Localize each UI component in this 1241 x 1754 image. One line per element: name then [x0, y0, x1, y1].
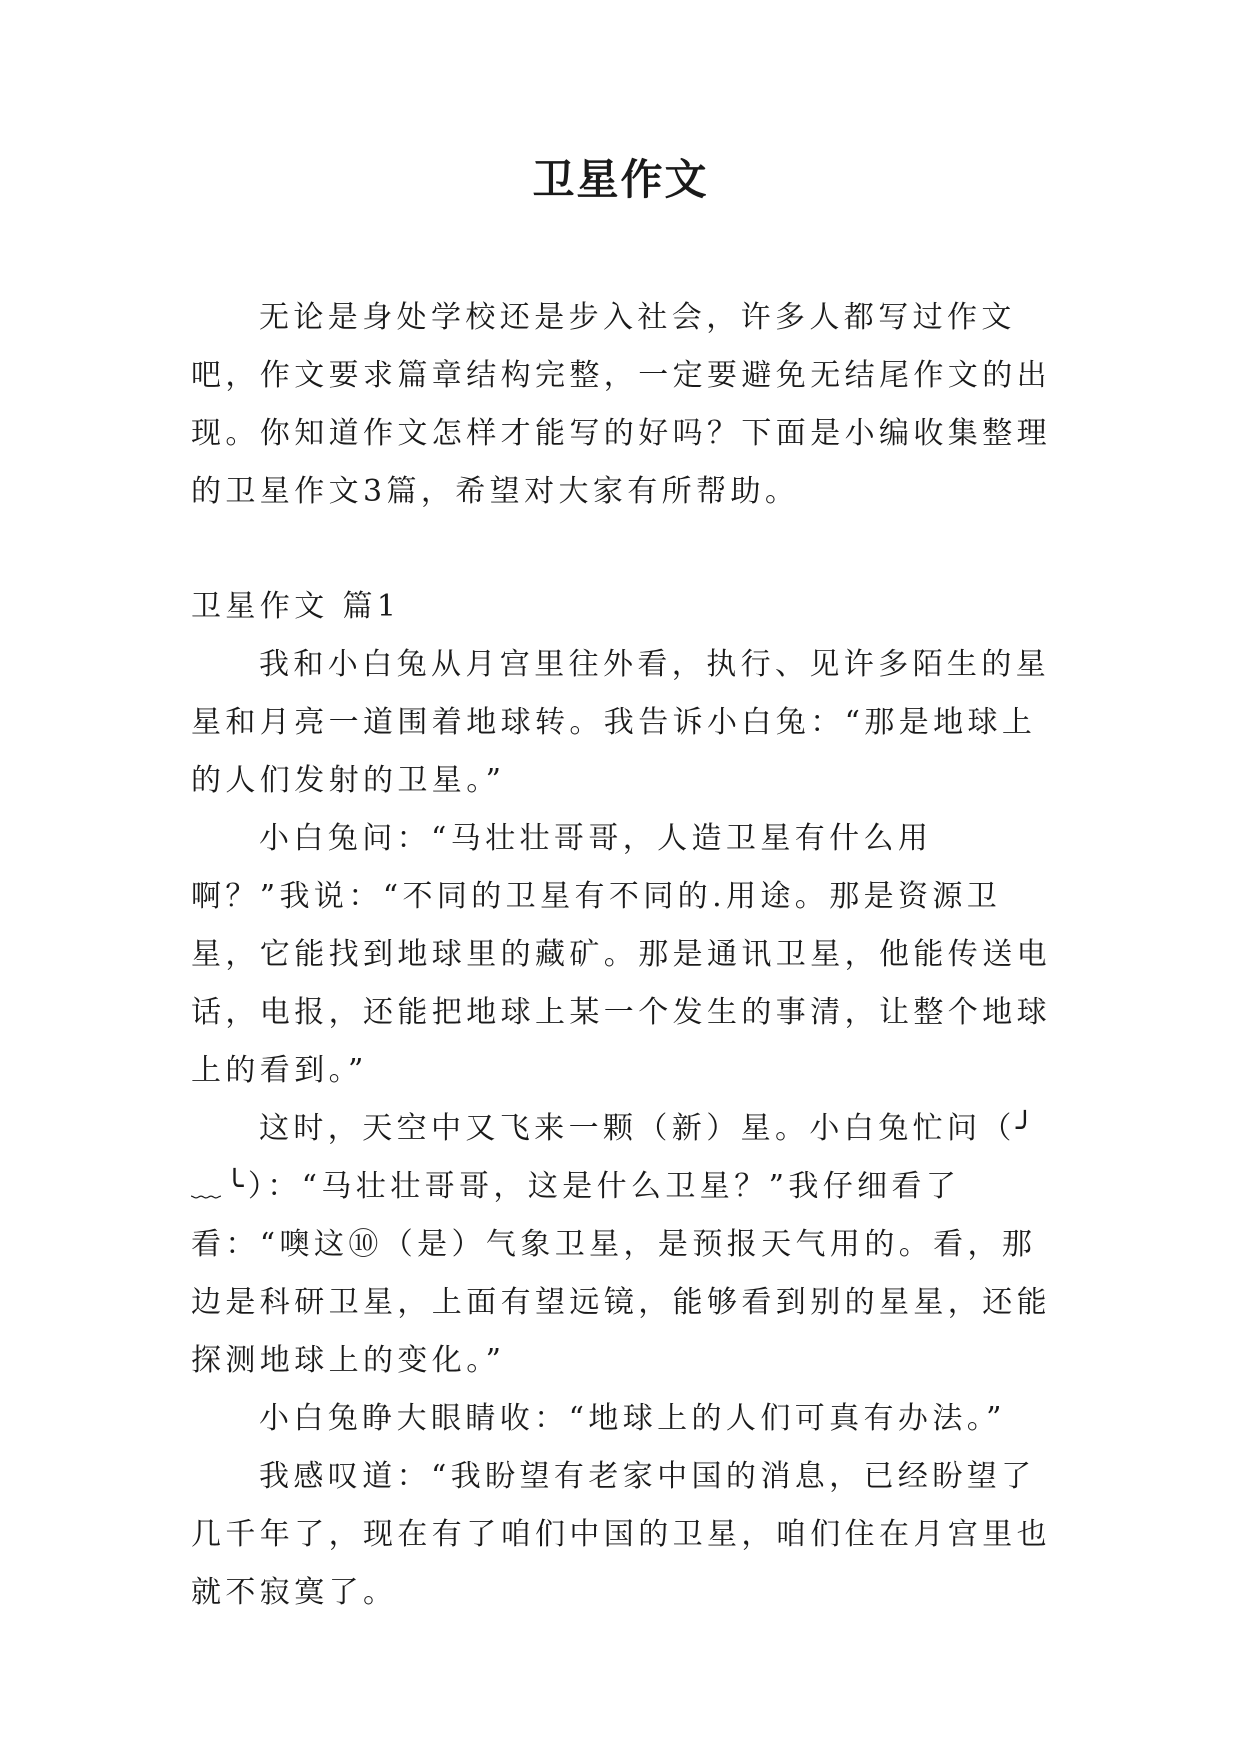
section-heading: 卫星作文 篇1 — [191, 589, 401, 624]
document-title: 卫星作文 — [532, 155, 709, 204]
intro-paragraph: 无论是身处学校还是步入社会，许多人都写过作文吧，作文要求篇章结构完整，一定要避免无结尾作文的出现。你知道作文怎样才能写的好吗？下面是小编收集整理的卫星作文3篇，希望对大家有所帮助。 — [191, 300, 1051, 509]
section-body — [191, 636, 1051, 1622]
section-paragraph: 小白兔睁大眼睛收：“地球上的人们可真有办法。” — [259, 1401, 1006, 1436]
section-paragraph: 我感叹道：“我盼望有老家中国的消息，已经盼望了几千年了，现在有了咱们中国的卫星，咱们住在月宫里也就不寂寞了。 — [191, 1459, 1051, 1610]
section-paragraph: 这时，天空中又飞来一颗（新）星。小白兔忙问（╯﹏╰）：“马壮壮哥哥，这是什么卫星？”我仔细看了看：“噢这⑩（是）气象卫星，是预报天气用的。看，那边是科研卫星，上面有望远镜，能够看到别的星星，还能探测地球上的变化。” — [191, 1111, 1051, 1378]
section-paragraph: 小白兔问：“马壮壮哥哥，人造卫星有什么用啊？”我说：“不同的卫星有不同的.用途。那是资源卫星，它能找到地球里的藏矿。那是通讯卫星，他能传送电话，电报，还能把地球上某一个发生的事清，让整个地球上的看到。” — [191, 821, 1051, 1088]
section-paragraph: 我和小白兔从月宫里往外看，执行、见许多陌生的星星和月亮一道围着地球转。我告诉小白兔：“那是地球上的人们发射的卫星。” — [191, 647, 1051, 798]
